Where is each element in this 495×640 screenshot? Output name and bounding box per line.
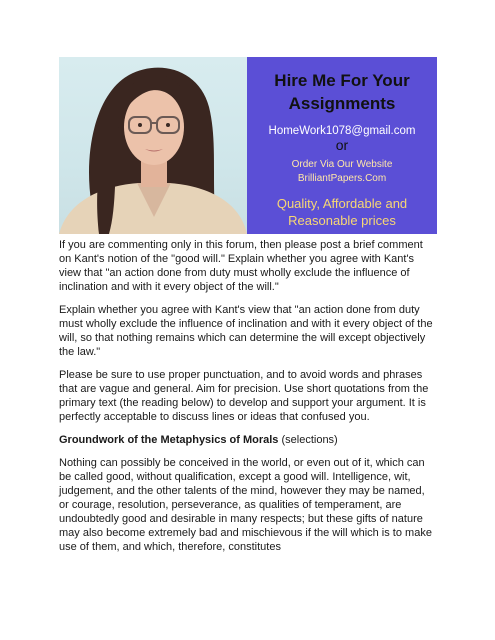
section-heading-note: (selections) <box>278 434 338 446</box>
promo-email: HomeWork1078@gmail.com <box>268 125 416 137</box>
promo-quality-line1: Quality, Affordable and <box>276 196 408 211</box>
promo-title <box>247 69 437 115</box>
promo-or: or <box>335 137 349 153</box>
promo-quality <box>247 195 437 229</box>
promo-order-line1: Order Via Our Website <box>291 159 393 170</box>
paragraph-4: Nothing can possibly be conceived in the world, or even out of it, which can be called good, without qualification, except a good will. Intelligence, wit, judgement, and the other talents of the mind, however they may be named, or courage, resolution, perseverance, as qualities of temperament, are undoubtedly good and desirable in many respects; but these gifts of nature may also become extremely bad and mischievous if the will which is to make use of them, and which, therefore, constitutes <box>59 457 432 553</box>
promo-panel <box>247 57 437 234</box>
paragraph-2: Explain whether you agree with Kant's view that "an action done from duty must wholly exclude the influence of inclination and with it every object of the will, so that nothing remains which can determine the will except objectively the law." <box>59 304 433 358</box>
woman-with-glasses-photo <box>59 57 247 234</box>
promo-order <box>247 158 437 186</box>
advert-banner <box>59 57 437 234</box>
promo-quality-line2: Reasonable prices <box>288 213 396 228</box>
section-heading <box>59 433 437 447</box>
promo-title-line1: Hire Me For Your <box>274 71 410 90</box>
section-heading-title: Groundwork of the Metaphysics of Morals <box>59 434 279 446</box>
promo-website: BrilliantPapers.Com <box>297 173 387 184</box>
document-body <box>59 238 437 563</box>
promo-title-line2: Assignments <box>288 94 396 113</box>
paragraph-1: If you are commenting only in this forum, then please post a brief comment on Kant's notion of the "good will." Explain whether you agree with Kant's view that "an action done from duty must wholly exclude the influence of inclination and with it every object of the will." <box>59 239 423 293</box>
paragraph-3: Please be sure to use proper punctuation, and to avoid words and phrases that are vague and general. Aim for precision. Use short quotations from the primary text (the reading below) to develop and support your argument. It is perfectly acceptable to discuss lines or ideas that confused you. <box>59 369 429 423</box>
